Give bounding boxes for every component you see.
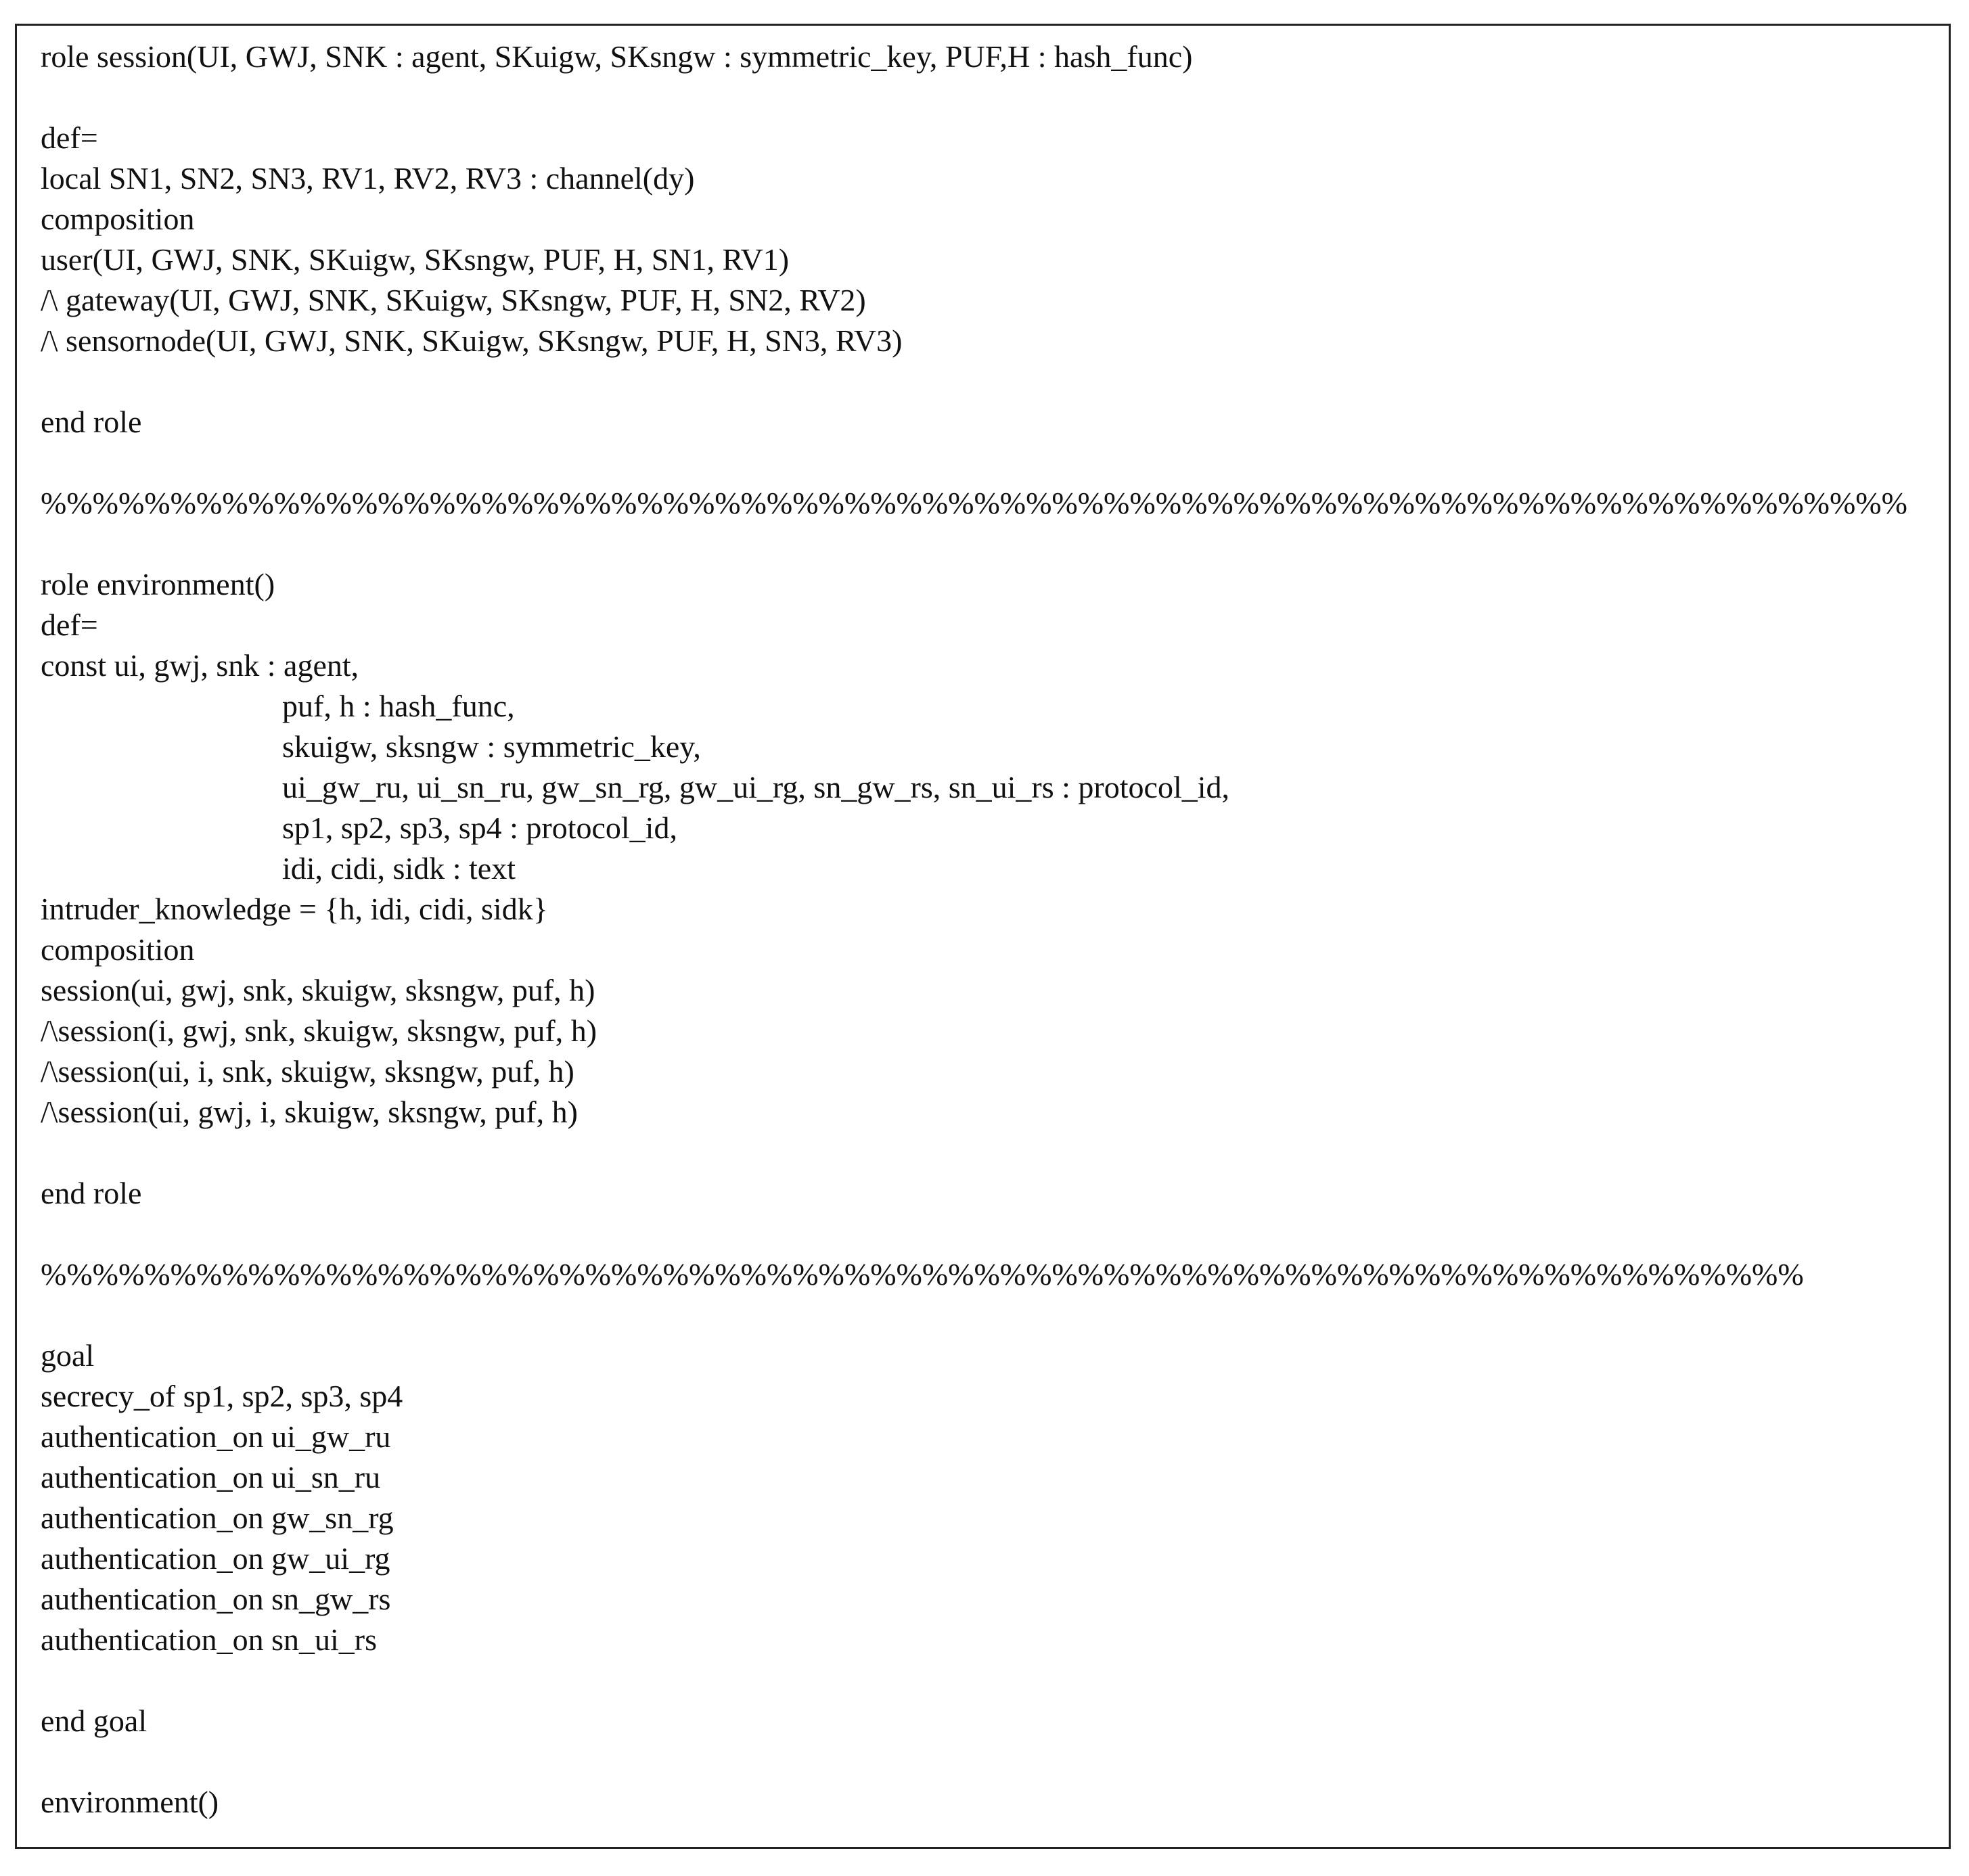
- code-line: authentication_on ui_gw_ru: [41, 1419, 391, 1454]
- code-line: authentication_on sn_ui_rs: [41, 1622, 377, 1657]
- code-line: /\session(ui, gwj, i, skuigw, sksngw, puf, h): [41, 1095, 578, 1129]
- code-line: end role: [41, 1176, 142, 1210]
- code-line: authentication_on ui_sn_ru: [41, 1460, 381, 1494]
- code-listing: [41, 37, 1907, 1823]
- code-line: role session(UI, GWJ, SNK : agent, SKuigw, SKsngw : symmetric_key, PUF,H : hash_func): [41, 39, 1193, 74]
- code-line: session(ui, gwj, snk, skuigw, sksngw, puf, h): [41, 973, 595, 1007]
- code-line: [41, 1133, 1907, 1173]
- code-line: user(UI, GWJ, SNK, SKuigw, SKsngw, PUF, H, SN1, RV1): [41, 242, 790, 277]
- code-line: [41, 1660, 1907, 1701]
- code-line: const ui, gwj, snk : agent,: [41, 648, 359, 683]
- code-line: def=: [41, 120, 98, 155]
- code-line: goal: [41, 1338, 95, 1373]
- code-line: local SN1, SN2, SN3, RV1, RV2, RV3 : channel(dy): [41, 161, 695, 196]
- code-line: end role: [41, 405, 142, 439]
- code-line: ui_gw_ru, ui_sn_ru, gw_sn_rg, gw_ui_rg, sn_gw_rs, sn_ui_rs : protocol_id,: [282, 770, 1230, 804]
- code-line: puf, h : hash_func,: [282, 689, 515, 723]
- code-line: [41, 1741, 1907, 1782]
- code-listing-frame: [15, 24, 1951, 1849]
- code-line: [41, 524, 1907, 564]
- code-line: /\session(i, gwj, snk, skuigw, sksngw, puf, h): [41, 1013, 597, 1048]
- code-line: /\ gateway(UI, GWJ, SNK, SKuigw, SKsngw, PUF, H, SN2, RV2): [41, 283, 866, 317]
- code-line: /\ sensornode(UI, GWJ, SNK, SKuigw, SKsngw, PUF, H, SN3, RV3): [41, 323, 903, 358]
- code-line: secrecy_of sp1, sp2, sp3, sp4: [41, 1379, 403, 1413]
- code-line: intruder_knowledge = {h, idi, cidi, sidk}: [41, 892, 548, 926]
- code-line: sp1, sp2, sp3, sp4 : protocol_id,: [282, 810, 677, 845]
- separator-line: %%%%%%%%%%%%%%%%%%%%%%%%%%%%%%%%%%%%%%%%%%%%%%%%%%%%%%%%%%%%%%%%%%%%: [41, 1257, 1804, 1291]
- code-line: [41, 1295, 1907, 1335]
- code-line: /\session(ui, i, snk, skuigw, sksngw, puf, h): [41, 1054, 574, 1089]
- code-line: [41, 1214, 1907, 1254]
- code-line: [41, 442, 1907, 483]
- code-line: [41, 361, 1907, 402]
- code-line: end goal: [41, 1703, 148, 1738]
- code-line: environment(): [41, 1785, 219, 1819]
- code-line: def=: [41, 608, 98, 642]
- code-line: authentication_on sn_gw_rs: [41, 1582, 391, 1616]
- code-line: composition: [41, 932, 195, 967]
- code-line: [41, 77, 1907, 118]
- code-line: role environment(): [41, 567, 275, 601]
- code-line: authentication_on gw_sn_rg: [41, 1501, 394, 1535]
- separator-line: %%%%%%%%%%%%%%%%%%%%%%%%%%%%%%%%%%%%%%%%%%%%%%%%%%%%%%%%%%%%%%%%%%%%%%%%: [41, 486, 1907, 520]
- code-line: composition: [41, 202, 195, 236]
- code-line: authentication_on gw_ui_rg: [41, 1541, 390, 1576]
- code-line: idi, cidi, sidk : text: [282, 851, 516, 886]
- code-line: skuigw, sksngw : symmetric_key,: [282, 729, 701, 764]
